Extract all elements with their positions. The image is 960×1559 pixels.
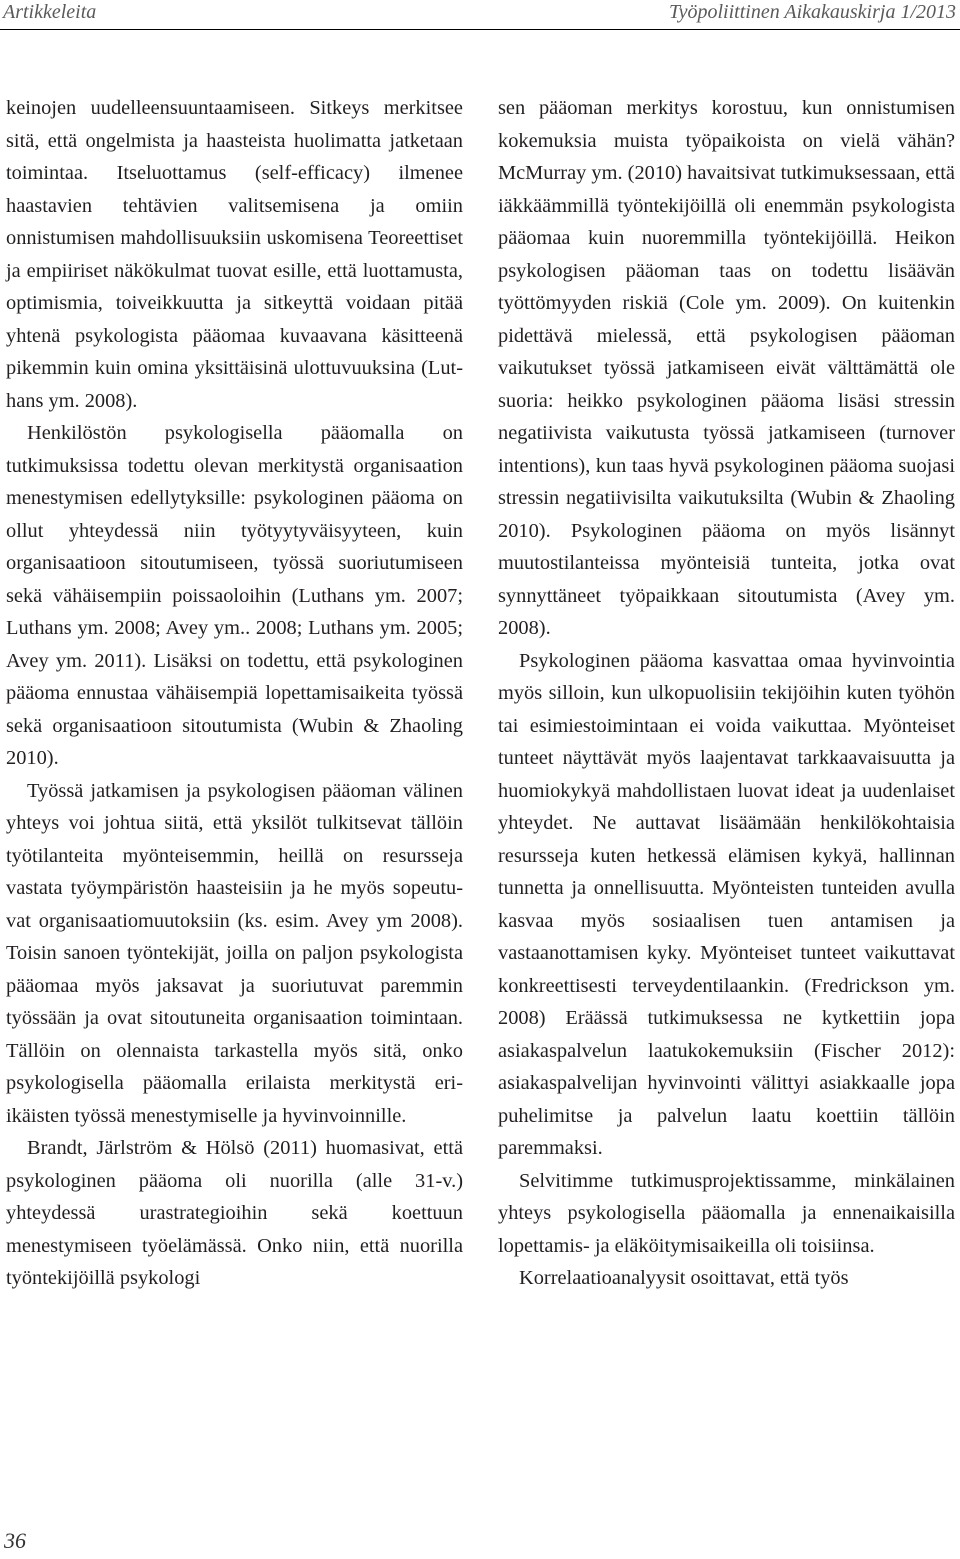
paragraph: Selvitimme tutkimusprojektissamme, minkälainen yhteys psykologisella pääomalla ja ennenaikaisilla lopettamis- ja eläköitymisaikeilla oli toisiinsa.: [498, 1169, 955, 1257]
journal-title: Työpoliittinen Aikakauskirja 1/2013: [668, 1, 956, 23]
paragraph: Psykologinen pääoma kasvattaa omaa hyvinvointia myös silloin, kun ulkopuolisiin tekijöihin kuten työhön tai esimiestoimintaan ei voida vaikuttaa. Myönteiset tunteet näyttävät myös laajentavat tarkkaavaisuutta ja huomiokykyä mahdollistaen luovat ideat ja uudenlaiset yhteydet. Ne auttavat lisäämään henkilökohtaisia resursseja kuten hetkessä elämisen kykyä, hallinnan tunnetta ja onnellisuutta. Myönteisten tunteiden avulla kasvaa myös sosiaalisen tuen antamisen ja vastaanottamisen kyky. Myönteiset tunteet vaikuttavat konkreettisesti terveydentilaankin. (Fredrickson ym. 2008) Eräässä tutkimuksessa ne kytkettiin jopa asiakaspalvelun laatukokemuksiin (Fischer 2012): asiakaspalvelijan hyvinvointi välittyi asiakkaalle jopa puhelimitse ja palvelun laatu koettiin tällöin paremmaksi.: [498, 649, 955, 1159]
paragraph: Brandt, Järlström & Hölsö (2011) huomasivat, että psykologinen pääoma oli nuorilla (alle 31-v.) yhteydessä urastrategioihin sekä koettuun menestymiseen työelämässä. Onko niin, että nuorilla työntekijöillä psykologi: [6, 1137, 463, 1289]
header-rule: [0, 29, 960, 30]
paragraph: Työssä jatkamisen ja psykologisen pääoman välinen yhteys voi johtua siitä, että yksilöt tulkitsevat tällöin työtilanteita myönteisemmin, heillä on resursseja vastata työympäristön haasteisiin ja he myös sopeutuvat organisaatiomuutoksiin (ks. esim. Avey ym 2008). Toisin sanoen työntekijät, joilla on paljon psykologista pääomaa myös jaksavat ja suoriutuvat paremmin työssään ja ovat sitoutuneita organisaation toimintaan. Tällöin on olennaista tarkastella myös sitä, onko psykologisella pääomalla erilaista merkitystä eri-ikäisten työssä menestymiselle ja hyvinvoinnille.: [6, 779, 463, 1127]
page-number: 36: [4, 1528, 26, 1553]
section-label: Artikkeleita: [3, 1, 97, 23]
paragraph: Henkilöstön psykologisella pääomalla on tutkimuksissa todettu olevan merkitystä organisaation menestymisen edellytyksille: psykologinen pääoma on ollut yhteydessä niin työtyytyväisyyteen, kuin organisaatioon sitoutumiseen, työssä suoriutumiseen sekä vähäisempiin poissaoloihin (Luthans ym. 2007; Luthans ym. 2008; Avey ym.. 2008; Luthans ym. 2005; Avey ym. 2011). Lisäksi on todettu, että psykologinen pääoma ennustaa vähäisempiä lopettamisaikeita työssä sekä organisaatioon sitoutumista (Wubin & Zhaoling 2010).: [6, 422, 463, 769]
running-header: [0, 0, 960, 28]
paragraph: sen pääoman merkitys korostuu, kun onnistumisen kokemuksia muista työpaikoista on vielä vähän? McMurray ym. (2010) havaitsivat tutkimuksessaan, että iäkkäämmillä työntekijöillä oli enemmän psykologista pääomaa kuin nuoremmilla työntekijöillä. Heikon psykologisen pääoman taas on todettu lisäävän työttömyyden riskiä (Cole ym. 2009). On kuitenkin pidettävä mielessä, että psykologisen pääoman vaikutukset työssä jatkamiseen eivät välttämättä ole suoria: heikko psykologinen pääoma lisäsi stressin negatiivista vaikutusta työssä jatkamiseen (turnover intentions), kun taas hyvä psykologinen pääoma suojasi stressin negatiivisilta vaikutuksilta (Wubin & Zhaoling 2010). Psykologinen pääoma on myös lisännyt muutostilanteissa myönteisiä tunteita, jotka ovat synnyttäneet työpaikkaan sitoutumista (Avey ym. 2008).: [498, 97, 955, 639]
paragraph: Korrelaatioanalyysit osoittavat, että työs: [519, 1267, 849, 1289]
left-column: [6, 92, 463, 1295]
paragraph: keinojen uudelleensuuntaamiseen. Sitkeys merkitsee sitä, että ongelmista ja haasteista huolimatta jatketaan toimintaa. Itseluottamus (self-efficacy) ilmenee haastavien tehtävien valitsemisena ja omiin onnistumisen mahdollisuuksiin uskomisena Teoreettiset ja empiiriset näkökulmat tuovat esille, että luottamusta, optimismia, toiveikkuutta ja sitkeyttä voidaan pitää yhtenä psykologista pääomaa kuvaavana käsitteenä pikemmin kuin omina yksittäisinä ulottuvuuksina (Luthans ym. 2008).: [6, 97, 463, 412]
right-column: [498, 92, 955, 1295]
